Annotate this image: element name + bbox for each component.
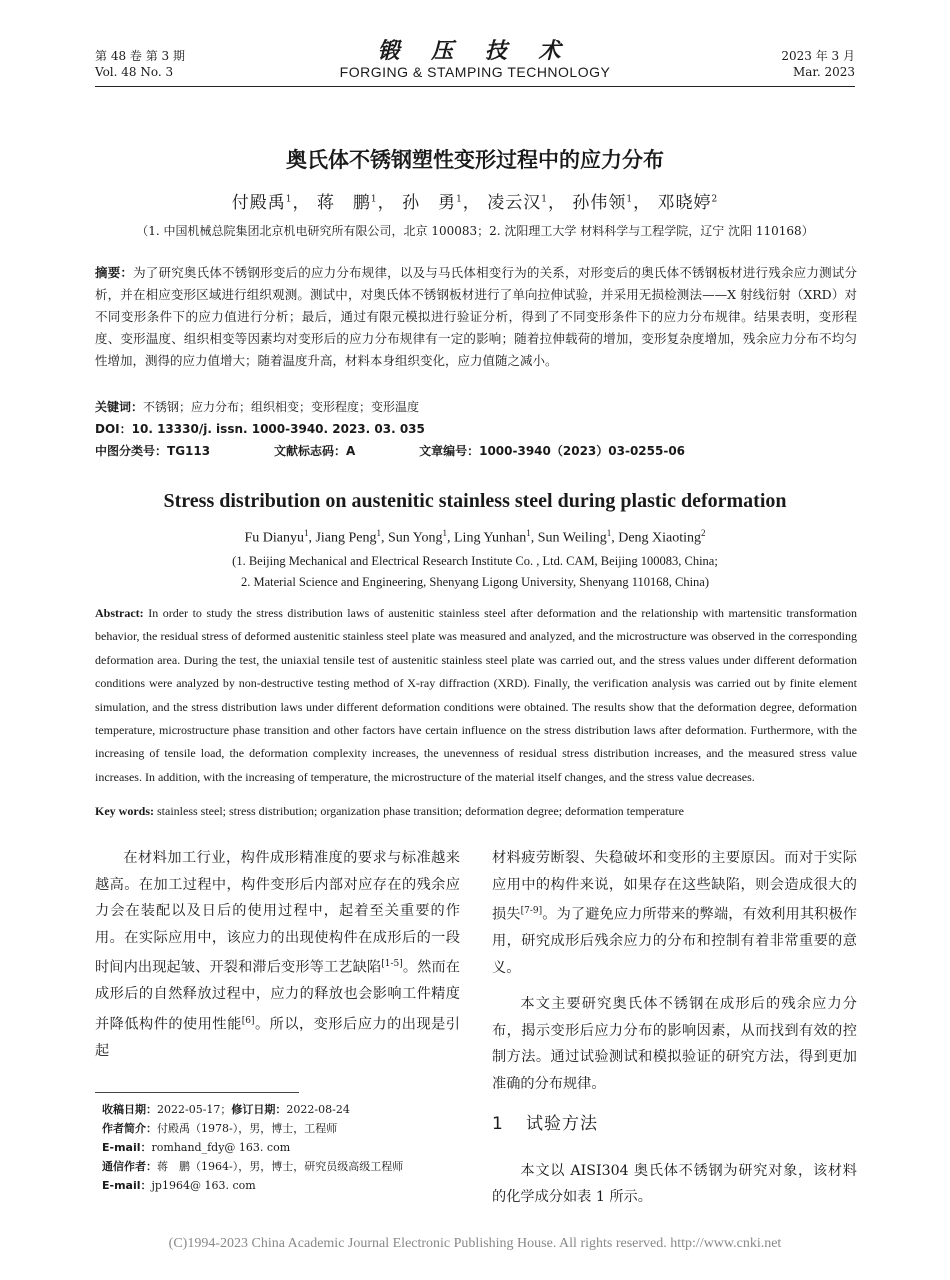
keywords-text-zh: 不锈钢；应力分布；组织相变；变形程度；变形温度 [143, 400, 420, 414]
clc-value: TG113 [167, 444, 211, 458]
section-number: 1 [492, 1114, 504, 1135]
footnote-author-bio [102, 1122, 337, 1136]
abstract-label-zh: 摘要： [95, 265, 134, 280]
author-list-en [0, 528, 950, 547]
footnote-dates [102, 1103, 350, 1117]
abstract-zh [95, 262, 857, 372]
author-name: 邓晓婷 [657, 193, 712, 213]
author-separator: ， [462, 193, 481, 213]
author-name: 凌云汉 [487, 193, 542, 213]
date-zh: 2023 年 3 月 [781, 49, 855, 63]
body-paragraph [95, 845, 460, 1064]
doc-code-value: A [345, 444, 356, 458]
author-affiliation-mark: 1 [456, 194, 463, 205]
volume-en: Vol. 48 No. 3 [95, 65, 174, 79]
author-affiliation-mark: 1 [303, 528, 309, 538]
body-text: 材料疲劳断裂、失稳破坏和变形的主要原因。而对于实际应用中的构件来说，如果存在这些缺陷，则会造成很大的损失 [492, 850, 857, 923]
author-affiliation-mark: 1 [370, 194, 378, 205]
email-label: E-mail： [102, 1179, 152, 1192]
journal-logo: 锻 压 技 术 [377, 38, 573, 64]
author-name-en: Ling Yunhan [454, 530, 527, 546]
author-affiliation-mark: 1 [541, 194, 548, 205]
author-name: 孙 勇 [402, 193, 457, 213]
author-affiliation-mark: 2 [711, 194, 719, 205]
abstract-text-en: In order to study the stress distribution laws of austenitic stainless steel after deformation and the relationship with martensitic transformation behavior, the residual stress of deformed austenitic stainless steel plate was measured and analyzed, and the microstructure was observed in the corresponding deformation area. During the test, the uniaxial tensile test of austenitic stainless steel plate was carried out, and the stress values under different deformation conditions were analyzed by non-destructive testing method of X-ray diffraction (XRD). Finally, the verification analysis was carried out by finite element simulation, and the stress distribution laws under different deformation conditions were obtained. The results show that the deformation degree, deformation temperature, microstructure phase transition and other factors have certain influence on the stress distribution laws after deformation. Furthermore, with the increasing of tensile load, the deformation complexity increases, the unevenness of residual stress distribution increases, and the measured stress value increases. In addition, with the increasing of temperature, the microstructure of the material itself changes, and the stress value decreases. [95, 606, 857, 784]
author-separator: ， [377, 193, 396, 213]
author-affiliation-mark: 2 [701, 528, 706, 538]
body-text: 。所以，变形后应力的出现是引起 [95, 1016, 460, 1059]
email-address: romhand_fdy@ 163. com [151, 1141, 291, 1154]
paper-title-en: Stress distribution on austenitic stainless steel during plastic deformation [163, 490, 787, 512]
revised-label: 修订日期： [231, 1103, 287, 1116]
body-paragraph [492, 845, 857, 981]
author-name-en: Jiang Peng [315, 530, 377, 546]
body-paragraph: 本文主要研究奥氏体不锈钢在成形后的残余应力分布，揭示变形后应力分布的影响因素，从而找到有效的控制方法。通过试验测试和模拟验证的研究方法，得到更加准确的分布规律。 [492, 996, 857, 1092]
body-column-left [95, 845, 460, 1064]
keywords-label-zh: 关键词： [95, 400, 144, 414]
author-name-en: Sun Yong [388, 530, 443, 546]
email-label: E-mail： [102, 1141, 152, 1154]
corresponding-label: 通信作者： [102, 1160, 157, 1173]
received-date: 2022-05-17； [157, 1103, 232, 1116]
body-paragraph: 本文以 AISI304 奥氏体不锈钢为研究对象，该材料的化学成分如表 1 所示。 [492, 1162, 857, 1206]
article-number-value: 1000-3940（2023）03-0255-06 [479, 444, 686, 458]
author-affiliation-mark: 1 [376, 528, 382, 538]
author-separator: , [611, 530, 619, 546]
keywords-en [95, 804, 857, 819]
abstract-text-zh: 为了研究奥氏体不锈钢形变后的应力分布规律，以及与马氏体相变行为的关系，对形变后的奥氏体不锈钢板材进行残余应力测试分析，并在相应变形区域进行组织观测。测试中，对奥氏体不锈钢板材进行了单向拉伸试验，并采用无损检测法——X 射线衍射（XRD）对不同变形条件下的应力值进行分析；最后，通过有限元模拟进行验证分析，得到了不同变形条件下的应力分布规律。结果表明，变形程度、变形温度、组织相变等因素均对变形后的应力分布规律有一定的影响；随着拉伸载荷的增加，变形复杂度增加，残余应力分布不均匀性增加，测得的应力值增大；随着温度升高，材料本身组织变化，应力值随之减小。 [95, 265, 857, 368]
author-name-en: Deng Xiaoting [618, 530, 702, 546]
section-title: 试验方法 [526, 1114, 598, 1135]
body-text: 。为了避免应力所带来的弊端，有效利用其积极作用，研究成形后残余应力的分布和控制有着非常重要的意义。 [492, 906, 857, 976]
author-separator: ， [547, 193, 566, 213]
author-separator: , [530, 530, 538, 546]
corresponding-text: 蒋 鹏（1964-），男，博士，研究员级高级工程师 [157, 1160, 404, 1173]
author-affiliation-mark: 1 [526, 528, 531, 538]
footnote-divider [95, 1092, 299, 1093]
email-address: jp1964@ 163. com [151, 1179, 256, 1192]
citation-ref: [7-9] [520, 906, 543, 916]
bio-text: 付殿禹（1978-），男，博士，工程师 [157, 1122, 338, 1135]
author-affiliation-mark: 1 [626, 194, 634, 205]
classification-line [95, 442, 685, 460]
keywords-zh [95, 398, 419, 416]
copyright-notice: (C)1994-2023 China Academic Journal Electronic Publishing House. All rights reserved. http://www.cnki.net [168, 1236, 782, 1251]
author-name-en: Sun Weiling [537, 530, 607, 546]
body-column-right [492, 845, 857, 1211]
keywords-text-en: stainless steel; stress distribution; organization phase transition; deformation degree; deformation temperature [154, 804, 684, 818]
citation-ref: [6] [241, 1015, 255, 1026]
author-name: 付殿禹 [231, 193, 286, 213]
date-en: Mar. 2023 [792, 65, 855, 79]
revised-date: 2022-08-24 [286, 1103, 350, 1116]
doc-code-label: 文献标志码： [273, 444, 346, 458]
author-name-en: Fu Dianyu [244, 530, 304, 546]
affiliation-en-1: (1. Beijing Mechanical and Electrical Research Institute Co. , Ltd. CAM, Beijing 100083, China; [232, 554, 718, 568]
article-number-label: 文章编号： [419, 444, 480, 458]
author-separator: ， [292, 193, 311, 213]
author-name: 蒋 鹏 [316, 193, 371, 213]
author-separator: , [381, 530, 389, 546]
author-affiliation-mark: 1 [442, 528, 447, 538]
journal-date-info [781, 48, 855, 80]
author-affiliation-mark: 1 [285, 194, 293, 205]
doi-value: 10. 13330/j. issn. 1000-3940. 2023. 03. 035 [131, 422, 425, 436]
doi-label: DOI： [95, 422, 132, 436]
clc-label: 中图分类号： [95, 444, 168, 458]
author-list-zh [0, 188, 950, 213]
header-divider [95, 86, 855, 87]
footnote-email-2 [102, 1179, 256, 1193]
author-affiliation-mark: 1 [606, 528, 612, 538]
abstract-label-en: Abstract: [95, 606, 144, 620]
citation-ref: [1-5] [381, 959, 403, 969]
author-separator: , [447, 530, 454, 546]
volume-zh: 第 48 卷 第 3 期 [95, 49, 185, 63]
paper-title-zh: 奥氏体不锈钢塑性变形过程中的应力分布 [286, 148, 664, 172]
keywords-label-en: Key words: [95, 804, 154, 818]
author-separator: , [308, 530, 316, 546]
affiliation-zh: （1. 中国机械总院集团北京机电研究所有限公司，北京 100083；2. 沈阳理工大学 材料科学与工程学院，辽宁 沈阳 110168） [136, 224, 814, 238]
journal-name-en: FORGING & STAMPING TECHNOLOGY [339, 64, 611, 80]
section-heading [492, 1111, 857, 1138]
doi [95, 420, 425, 438]
received-label: 收稿日期： [102, 1103, 157, 1116]
body-text: 。然而在成形后的自然释放过程中，应力的释放也会影响工件精度并降低构件的使用性能 [95, 959, 460, 1033]
footnote-corresponding-author [102, 1160, 403, 1174]
affiliation-en-2: 2. Material Science and Engineering, Shenyang Ligong University, Shenyang 110168, China) [240, 575, 710, 589]
footnote-email-1 [102, 1141, 290, 1155]
body-text: 在材料加工行业，构件成形精准度的要求与标准越来越高。在加工过程中，构件变形后内部对应存在的残余应力会在装配以及日后的使用过程中，起着至关重要的作用。在实际应用中，该应力的出现使构件在成形后的一段时间内出现起皱、开裂和滞后变形等工艺缺陷 [95, 850, 460, 976]
abstract-en [95, 602, 857, 789]
author-separator: ， [633, 193, 652, 213]
author-name: 孙伟领 [572, 193, 627, 213]
bio-label: 作者简介： [102, 1122, 157, 1135]
